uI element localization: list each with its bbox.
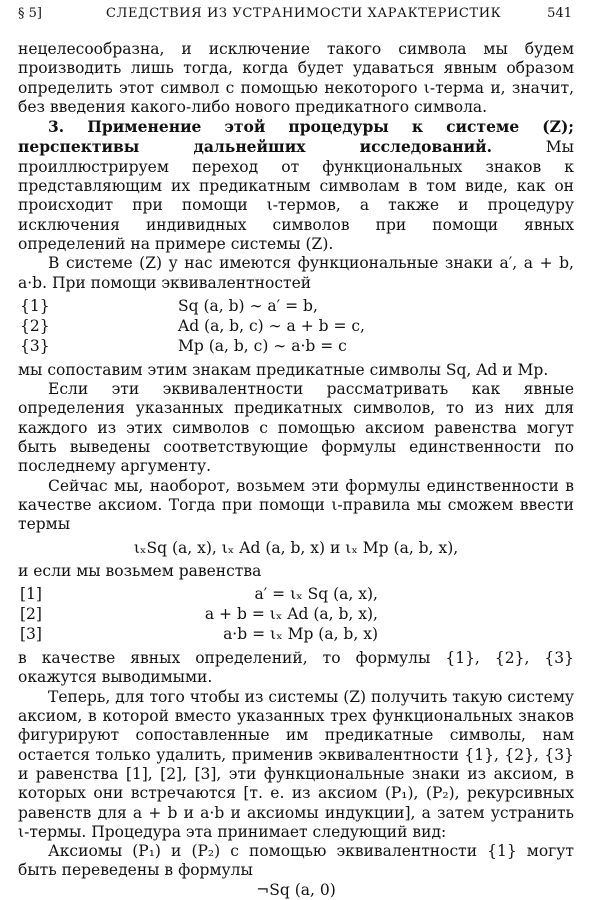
- page-body: [18, 40, 574, 900]
- paragraph-2: [18, 117, 574, 254]
- section-marker: § 5]: [18, 6, 42, 21]
- definition-row: [18, 625, 574, 645]
- paragraph-2-text: Мы проиллюстрируем переход от функциональных знаков к представляющим их предикатным символам в том виде, как он происходит при помощи ι-термов, а также и процедуру исключения индивидных символов при помощи явных определений на примере системы (Z).: [18, 138, 574, 253]
- formula: Mp (a, b, c) ∼ a·b = c: [178, 336, 347, 355]
- paragraph-5: Если эти эквивалентности рассматривать как явные определения указанных предикатных символов, то из них для каждого из этих символов с помощью аксиом равенства могут быть выведены соответствующие формулы единственности по последнему аргументу.: [18, 380, 574, 476]
- paragraph-8: в качестве явных определений, то формулы {1}, {2}, {3} окажутся выводимыми.: [18, 649, 574, 687]
- paragraph-10: Аксиомы (P₁) и (P₂) с помощью эквивалентности {1} могут быть переведены в формулы: [18, 842, 574, 880]
- equivalence-row: [18, 337, 574, 357]
- subsection-heading: 3. Применение этой процедуры к системе (Z); перспективы дальнейших исследований.: [18, 117, 574, 157]
- formula: a′ = ιₓ Sq (a, x),: [254, 585, 378, 604]
- running-title: СЛЕДСТВИЯ ИЗ УСТРАНИМОСТИ ХАРАКТЕРИСТИК: [106, 6, 502, 21]
- formula-label: [3]: [20, 625, 42, 644]
- formula-label: {1}: [20, 296, 50, 315]
- formula-label: [1]: [20, 585, 42, 604]
- formula-label: {3}: [20, 336, 50, 355]
- formula: Ad (a, b, c) ∼ a + b = c,: [178, 316, 365, 335]
- page-number: 541: [547, 6, 572, 21]
- definition-row: [18, 585, 574, 605]
- paragraph-9: Теперь, для того чтобы из системы (Z) получить такую систему аксиом, в которой вместо указанных трех функциональных знаков фигурируют сопоставленные им предикатные символы, нам остается только удалить, применив эквивалентности {1}, {2}, {3} и равенства [1], [2], [3], эти функциональные знаки из аксиом, в которых они встречаются [т. е. из аксиом (P₁), (P₂), рекурсивных равенств для a + b и a·b и аксиомы индукции], а затем устранить ι-термы. Процедура эта принимает следующий вид:: [18, 687, 574, 841]
- paragraph-4: мы сопоставим этим знакам предикатные символы Sq, Ad и Mp.: [18, 360, 549, 379]
- paragraph-6: Сейчас мы, наоборот, возьмем эти формулы единственности в качестве аксиом. Тогда при помощи ι-правила мы сможем ввести термы: [18, 476, 574, 534]
- equivalence-row: [18, 317, 574, 337]
- paragraph-3: В системе (Z) у нас имеются функциональные знаки a′, a + b, a·b. При помощи эквивалентностей: [18, 254, 574, 292]
- running-header: [18, 4, 572, 26]
- definition-row: [18, 605, 574, 625]
- formula: a·b = ιₓ Mp (a, b, x): [223, 625, 378, 644]
- final-formula: ¬Sq (a, 0): [256, 880, 336, 899]
- formula: Sq (a, b) ∼ a′ = b,: [178, 296, 318, 315]
- paragraph-1: нецелесообразна, и исключение такого символа мы будем производить лишь тогда, когда будет удаваться явным образом определить этот символ с помощью некоторого ι-терма и, значит, без введения какого-либо нового предикатного символа.: [18, 40, 574, 116]
- paragraph-7: и если мы возьмем равенства: [18, 561, 262, 580]
- equivalence-row: [18, 297, 574, 317]
- formula-label: [2]: [20, 605, 42, 624]
- formula: a + b = ιₓ Ad (a, b, x),: [204, 605, 378, 624]
- formula-label: {2}: [20, 316, 50, 335]
- iota-terms-formula: ιₓSq (a, x), ιₓ Ad (a, b, x) и ιₓ Mp (a, b, x),: [133, 538, 459, 557]
